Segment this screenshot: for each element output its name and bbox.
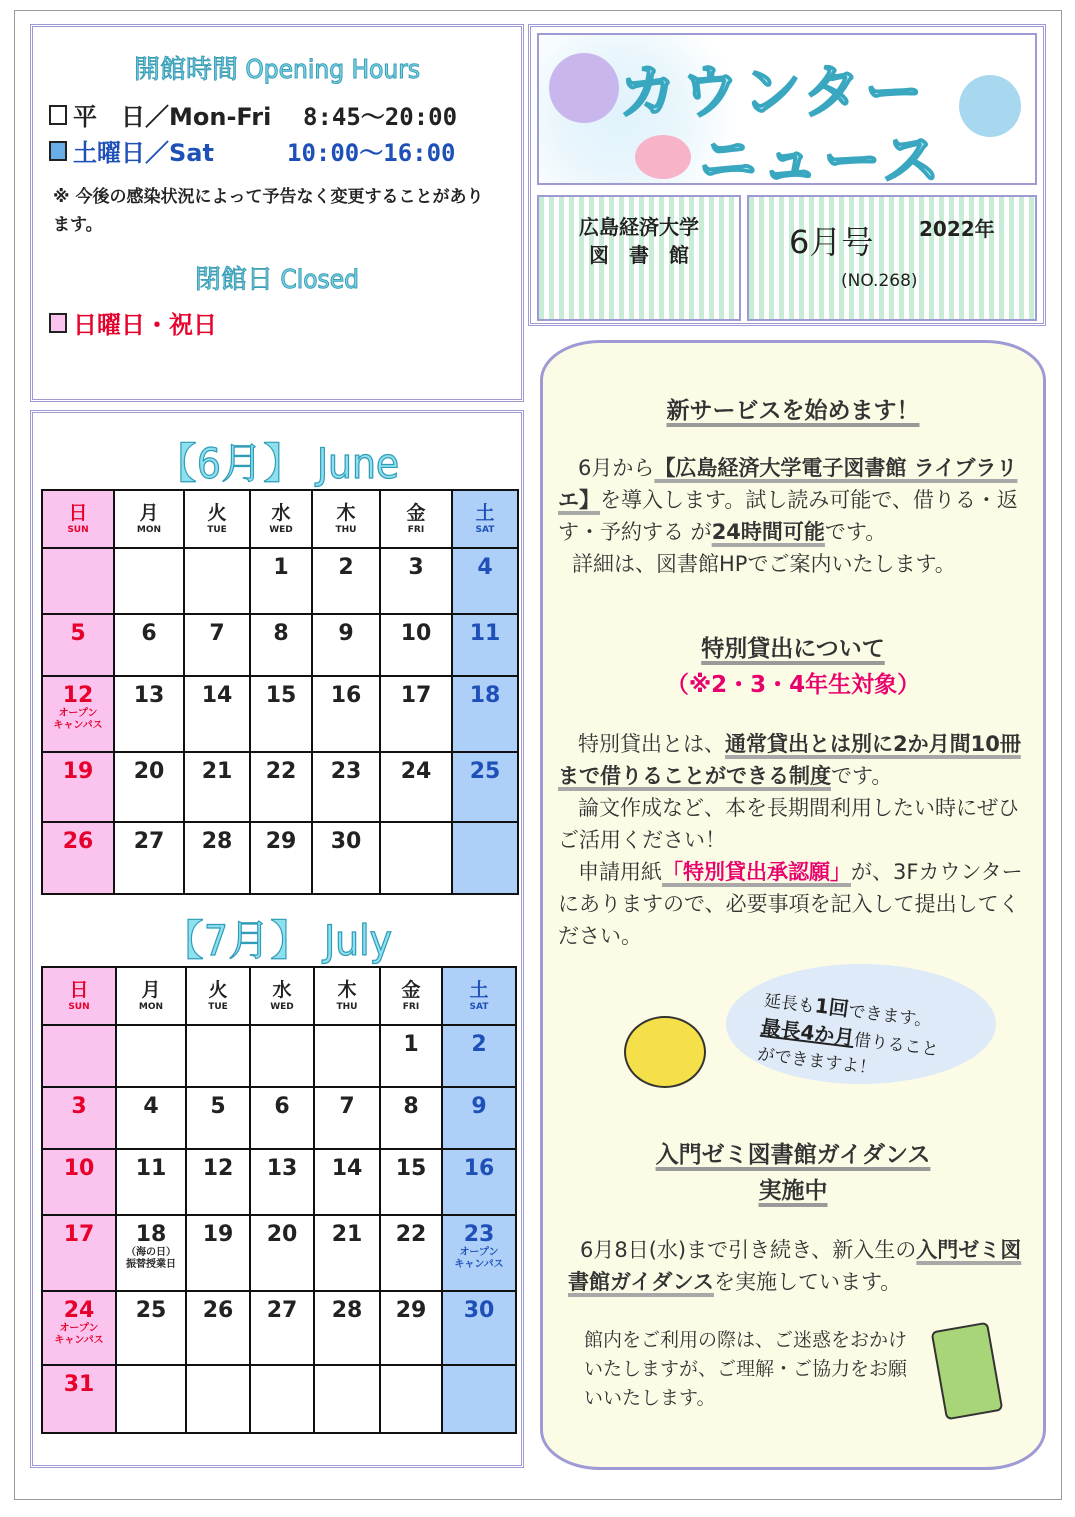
calendar-week-row bbox=[42, 752, 518, 822]
calendar-day bbox=[184, 822, 250, 894]
calendar-day bbox=[312, 822, 380, 894]
calendar-day bbox=[250, 1149, 314, 1215]
calendar-day bbox=[186, 1291, 250, 1365]
calendar-day bbox=[186, 1149, 250, 1215]
weekday-header bbox=[42, 967, 116, 1025]
day-number: 6 bbox=[274, 1094, 290, 1119]
calendar-week-row bbox=[42, 614, 518, 676]
calendar-day bbox=[312, 752, 380, 822]
calendar-day bbox=[114, 548, 184, 614]
calendar-week-row bbox=[42, 1025, 516, 1087]
calendar-day bbox=[116, 1025, 186, 1087]
day-number: 22 bbox=[395, 1222, 427, 1247]
calendar-day bbox=[314, 1215, 380, 1291]
calendar-day bbox=[184, 676, 250, 752]
bee-mascot-illustration bbox=[624, 1016, 706, 1088]
day-number: 7 bbox=[339, 1094, 355, 1119]
calendar-day bbox=[250, 822, 312, 894]
calendar-day bbox=[442, 1215, 516, 1291]
day-number: 2 bbox=[338, 555, 354, 580]
calendar-week-row bbox=[42, 822, 518, 894]
day-number: 12 bbox=[62, 683, 94, 708]
day-number: 22 bbox=[265, 759, 297, 784]
day-number: 15 bbox=[395, 1156, 427, 1181]
closed-legend-swatch bbox=[49, 313, 67, 333]
day-number: 13 bbox=[133, 683, 165, 708]
saturday-label: 土曜日／Sat bbox=[73, 139, 214, 167]
weekday-name: 土 bbox=[475, 502, 495, 524]
day-number: 17 bbox=[63, 1222, 95, 1247]
day-number: 21 bbox=[331, 1222, 363, 1247]
weekday-name: 火 bbox=[207, 502, 227, 524]
notice-text: 今後の感染状況によって予告なく変更することがあります。 bbox=[53, 187, 484, 235]
calendar-day bbox=[380, 548, 452, 614]
news-section bbox=[540, 340, 1046, 1470]
special-loan-heading: 特別貸出について bbox=[701, 636, 885, 662]
day-number: 14 bbox=[201, 683, 233, 708]
day-number: 30 bbox=[463, 1298, 495, 1323]
calendar-day bbox=[380, 676, 452, 752]
calendar-day bbox=[186, 1025, 250, 1087]
guidance-heading: 入門ゼミ図書館ガイダンス bbox=[655, 1142, 931, 1168]
weekday-header bbox=[250, 967, 314, 1025]
calendar-week-row bbox=[42, 548, 518, 614]
calendar-day bbox=[42, 676, 114, 752]
speech-bubble-text: 延長も1回できます。 最長4か月借りること ができますよ！ bbox=[756, 990, 940, 1079]
masthead bbox=[528, 24, 1046, 326]
weekday-abbr: THU bbox=[335, 525, 357, 535]
calendar-day bbox=[442, 1087, 516, 1149]
saturday-hours-row bbox=[49, 133, 456, 168]
calendar-week-row bbox=[42, 1087, 516, 1149]
weekday-name: 金 bbox=[401, 979, 421, 1001]
title-line1: カウンター bbox=[619, 58, 927, 126]
calendar-week-row bbox=[42, 676, 518, 752]
calendar-day bbox=[380, 1365, 442, 1433]
weekday-header bbox=[380, 967, 442, 1025]
calendar-day bbox=[380, 614, 452, 676]
weekday-name: 日 bbox=[69, 979, 89, 1001]
weekday-name: 火 bbox=[208, 979, 228, 1001]
day-number: 17 bbox=[400, 683, 432, 708]
day-number: 29 bbox=[395, 1298, 427, 1323]
calendar-day bbox=[380, 1025, 442, 1087]
weekday-header bbox=[312, 490, 380, 548]
weekday-name: 金 bbox=[406, 502, 426, 524]
calendar-day bbox=[250, 1087, 314, 1149]
calendar-day bbox=[42, 1087, 116, 1149]
day-number: 20 bbox=[266, 1222, 298, 1247]
day-number: 18 bbox=[469, 683, 501, 708]
weekday-abbr: FRI bbox=[407, 525, 425, 535]
closed-label: 日曜日・祝日 bbox=[73, 311, 217, 339]
weekday-hours-row bbox=[49, 97, 457, 132]
university-name: 広島経済大学 bbox=[579, 215, 699, 239]
calendar-day bbox=[452, 752, 518, 822]
calendar-day bbox=[380, 1215, 442, 1291]
day-number: 15 bbox=[265, 683, 297, 708]
weekday-header bbox=[380, 490, 452, 548]
day-number: 30 bbox=[330, 829, 362, 854]
day-number: 7 bbox=[209, 621, 225, 646]
calendar-day bbox=[184, 752, 250, 822]
new-service-paragraph: 6月から【広島経済大学電子図書館 ライブラリエ】を導入します。試し読み可能で、借りる・返す・予約する が24時間可能です。 詳細は、図書館HPでご案内いたします。 bbox=[558, 456, 1018, 576]
opening-hours-title: 開館時間 Opening Hours bbox=[133, 55, 421, 85]
calendar-week-row bbox=[42, 1291, 516, 1365]
weekday-name: 水 bbox=[271, 502, 291, 524]
calendar-day bbox=[114, 614, 184, 676]
day-number: 5 bbox=[210, 1094, 226, 1119]
calendar-day bbox=[442, 1291, 516, 1365]
guidance-apology: 館内をご利用の際は、ご迷惑をおかけいたしますが、ご理解・ご協力をお願いいたします。 bbox=[584, 1329, 908, 1409]
calendar-week-row bbox=[42, 1365, 516, 1433]
weekday-header bbox=[314, 967, 380, 1025]
day-number: 12 bbox=[202, 1156, 234, 1181]
june-title: 【6月】 June bbox=[154, 439, 400, 488]
weekday-abbr: WED bbox=[270, 1002, 294, 1012]
day-number: 28 bbox=[201, 829, 233, 854]
day-number: 9 bbox=[471, 1094, 487, 1119]
day-number: 27 bbox=[266, 1298, 298, 1323]
calendar-day bbox=[250, 752, 312, 822]
calendar-day bbox=[442, 1025, 516, 1087]
closed-row bbox=[49, 305, 217, 340]
calendar-day bbox=[250, 548, 312, 614]
title-line2: ニュース bbox=[699, 126, 945, 194]
calendar-day bbox=[116, 1149, 186, 1215]
calendar-day bbox=[442, 1365, 516, 1433]
calendar-day bbox=[186, 1087, 250, 1149]
calendar-day bbox=[250, 676, 312, 752]
day-number: 1 bbox=[273, 555, 289, 580]
july-calendar bbox=[41, 966, 517, 1434]
weekday-name: 水 bbox=[272, 979, 292, 1001]
weekday-time: 8:45～20:00 bbox=[303, 103, 458, 131]
day-number: 21 bbox=[201, 759, 233, 784]
weekday-abbr: SAT bbox=[469, 1002, 489, 1012]
day-note: オープン bbox=[459, 1247, 499, 1258]
calendar-day bbox=[186, 1215, 250, 1291]
day-number: 10 bbox=[63, 1156, 95, 1181]
day-note: キャンパス bbox=[454, 1259, 504, 1270]
day-number: 5 bbox=[70, 621, 86, 646]
calendar-day bbox=[42, 1365, 116, 1433]
saturday-legend-swatch bbox=[49, 141, 67, 161]
calendar-day bbox=[314, 1291, 380, 1365]
day-number: 19 bbox=[62, 759, 94, 784]
notice bbox=[53, 183, 493, 239]
calendar-day bbox=[42, 1215, 116, 1291]
weekday-abbr: SUN bbox=[67, 525, 89, 535]
calendar-day bbox=[380, 1291, 442, 1365]
calendar-day bbox=[42, 752, 114, 822]
library-label: 図 書 館 bbox=[589, 243, 689, 267]
weekday-abbr: TUE bbox=[207, 525, 227, 535]
weekday-name: 木 bbox=[337, 979, 357, 1001]
weekday-header bbox=[442, 967, 516, 1025]
day-number: 19 bbox=[202, 1222, 234, 1247]
day-note: 振替授業日 bbox=[126, 1259, 176, 1270]
calendar-day bbox=[380, 1087, 442, 1149]
calendar-day bbox=[452, 676, 518, 752]
calendar-day bbox=[380, 752, 452, 822]
weekday-header bbox=[184, 490, 250, 548]
weekday-abbr: TUE bbox=[208, 1002, 228, 1012]
calendar-day bbox=[452, 822, 518, 894]
weekday-header bbox=[250, 490, 312, 548]
calendar-day bbox=[314, 1025, 380, 1087]
day-number: 26 bbox=[202, 1298, 234, 1323]
day-number: 29 bbox=[265, 829, 297, 854]
calendar-day bbox=[250, 1025, 314, 1087]
day-number: 16 bbox=[463, 1156, 495, 1181]
weekday-name: 月 bbox=[141, 979, 161, 1001]
calendar-day bbox=[314, 1149, 380, 1215]
day-number: 2 bbox=[471, 1032, 487, 1057]
weekday-header bbox=[114, 490, 184, 548]
calendar-day bbox=[452, 614, 518, 676]
issue-month: 6月号 bbox=[789, 223, 874, 261]
calendar-day bbox=[312, 614, 380, 676]
day-note: （海の日） bbox=[126, 1247, 176, 1258]
day-number: 4 bbox=[143, 1094, 159, 1119]
day-number: 23 bbox=[463, 1222, 495, 1247]
day-number: 24 bbox=[63, 1298, 95, 1323]
calendar-week-row bbox=[42, 1215, 516, 1291]
calendar-day bbox=[116, 1365, 186, 1433]
calendar-day bbox=[116, 1291, 186, 1365]
umbrella-frog-illustration bbox=[959, 75, 1021, 137]
calendar-day bbox=[250, 1215, 314, 1291]
day-number: 4 bbox=[477, 555, 493, 580]
calendar-day bbox=[442, 1149, 516, 1215]
day-number: 20 bbox=[133, 759, 165, 784]
day-number: 1 bbox=[403, 1032, 419, 1057]
issue-year: 2022年 bbox=[919, 217, 995, 241]
weekday-abbr: MON bbox=[136, 525, 162, 535]
weekday-abbr: SAT bbox=[475, 525, 495, 535]
calendar-day bbox=[116, 1215, 186, 1291]
opening-hours-panel bbox=[30, 24, 524, 402]
calendar-day bbox=[250, 1291, 314, 1365]
day-number: 16 bbox=[330, 683, 362, 708]
calendar-day bbox=[114, 676, 184, 752]
saturday-time: 10:00～16:00 bbox=[287, 139, 456, 167]
weekday-abbr: THU bbox=[336, 1002, 358, 1012]
calendar-day bbox=[314, 1365, 380, 1433]
weekday-abbr: MON bbox=[138, 1002, 164, 1012]
day-number: 31 bbox=[63, 1372, 95, 1397]
calendar-panel bbox=[30, 410, 524, 1468]
calendar-day bbox=[116, 1087, 186, 1149]
title-banner bbox=[537, 33, 1037, 194]
day-number: 6 bbox=[141, 621, 157, 646]
day-number: 8 bbox=[403, 1094, 419, 1119]
day-number: 23 bbox=[330, 759, 362, 784]
weekday-name: 月 bbox=[139, 502, 159, 524]
calendar-day bbox=[42, 1025, 116, 1087]
calendar-day bbox=[42, 1291, 116, 1365]
weekday-header bbox=[186, 967, 250, 1025]
weekday-name: 日 bbox=[68, 502, 88, 524]
frog-purple-illustration bbox=[549, 53, 619, 123]
day-number: 11 bbox=[469, 621, 501, 646]
calendar-week-row bbox=[42, 1149, 516, 1215]
frog-pink-illustration bbox=[635, 135, 691, 179]
calendar-day bbox=[250, 1365, 314, 1433]
day-number: 25 bbox=[135, 1298, 167, 1323]
special-loan-paragraph: 特別貸出とは、通常貸出とは別に2か月間10冊まで借りることができる制度です。 論文作成など、本を長期間利用したい時にぜひご活用ください！ 申請用紙「特別貸出承認願」が、3Fカウンターにありますので、必要事項を記入して提出してください。 bbox=[558, 732, 1023, 948]
calendar-day bbox=[312, 676, 380, 752]
calendar-day bbox=[380, 822, 452, 894]
special-loan-target: （※2・3・4年生対象） bbox=[665, 672, 921, 698]
june-calendar bbox=[41, 489, 519, 895]
day-number: 11 bbox=[135, 1156, 167, 1181]
new-service-heading: 新サービスを始めます！ bbox=[666, 398, 920, 424]
weekday-header bbox=[116, 967, 186, 1025]
library-name-box bbox=[537, 195, 741, 321]
notice-mark: ※ bbox=[53, 187, 70, 207]
calendar-day bbox=[314, 1087, 380, 1149]
weekday-legend-swatch bbox=[49, 105, 67, 125]
weekday-label: 平 日／Mon-Fri bbox=[73, 103, 272, 131]
issue-box bbox=[747, 195, 1037, 321]
day-number: 3 bbox=[408, 555, 424, 580]
weekday-name: 土 bbox=[469, 979, 489, 1001]
day-note: キャンパス bbox=[53, 720, 103, 731]
calendar-day bbox=[184, 548, 250, 614]
day-number: 27 bbox=[133, 829, 165, 854]
day-number: 8 bbox=[273, 621, 289, 646]
weekday-header bbox=[42, 490, 114, 548]
day-number: 3 bbox=[71, 1094, 87, 1119]
day-note: オープン bbox=[58, 708, 98, 719]
calendar-day bbox=[452, 548, 518, 614]
calendar-day bbox=[186, 1365, 250, 1433]
day-number: 25 bbox=[469, 759, 501, 784]
calendar-day bbox=[250, 614, 312, 676]
calendar-day bbox=[312, 548, 380, 614]
day-number: 26 bbox=[62, 829, 94, 854]
guidance-paragraph: 6月8日(水)まで引き続き、新入生の入門ゼミ図書館ガイダンスを実施しています。 bbox=[568, 1238, 1022, 1294]
calendar-day bbox=[42, 548, 114, 614]
day-number: 10 bbox=[400, 621, 432, 646]
weekday-abbr: FRI bbox=[402, 1002, 420, 1012]
day-note: オープン bbox=[59, 1323, 99, 1334]
weekday-abbr: WED bbox=[269, 525, 293, 535]
calendar-day bbox=[184, 614, 250, 676]
day-note: キャンパス bbox=[54, 1335, 104, 1346]
july-title: 【7月】 July bbox=[162, 916, 392, 965]
guidance-heading-2: 実施中 bbox=[758, 1178, 828, 1204]
day-number: 9 bbox=[338, 621, 354, 646]
day-number: 14 bbox=[331, 1156, 363, 1181]
day-number: 13 bbox=[266, 1156, 298, 1181]
issue-number: (NO.268) bbox=[841, 271, 918, 291]
weekday-abbr: SUN bbox=[68, 1002, 90, 1012]
closed-title: 閉館日 Closed bbox=[194, 265, 359, 295]
calendar-day bbox=[114, 752, 184, 822]
calendar-day bbox=[42, 1149, 116, 1215]
day-number: 28 bbox=[331, 1298, 363, 1323]
weekday-name: 木 bbox=[336, 502, 356, 524]
day-number: 24 bbox=[400, 759, 432, 784]
day-number: 18 bbox=[135, 1222, 167, 1247]
calendar-day bbox=[114, 822, 184, 894]
calendar-day bbox=[380, 1149, 442, 1215]
calendar-day bbox=[42, 822, 114, 894]
weekday-header bbox=[452, 490, 518, 548]
calendar-day bbox=[42, 614, 114, 676]
